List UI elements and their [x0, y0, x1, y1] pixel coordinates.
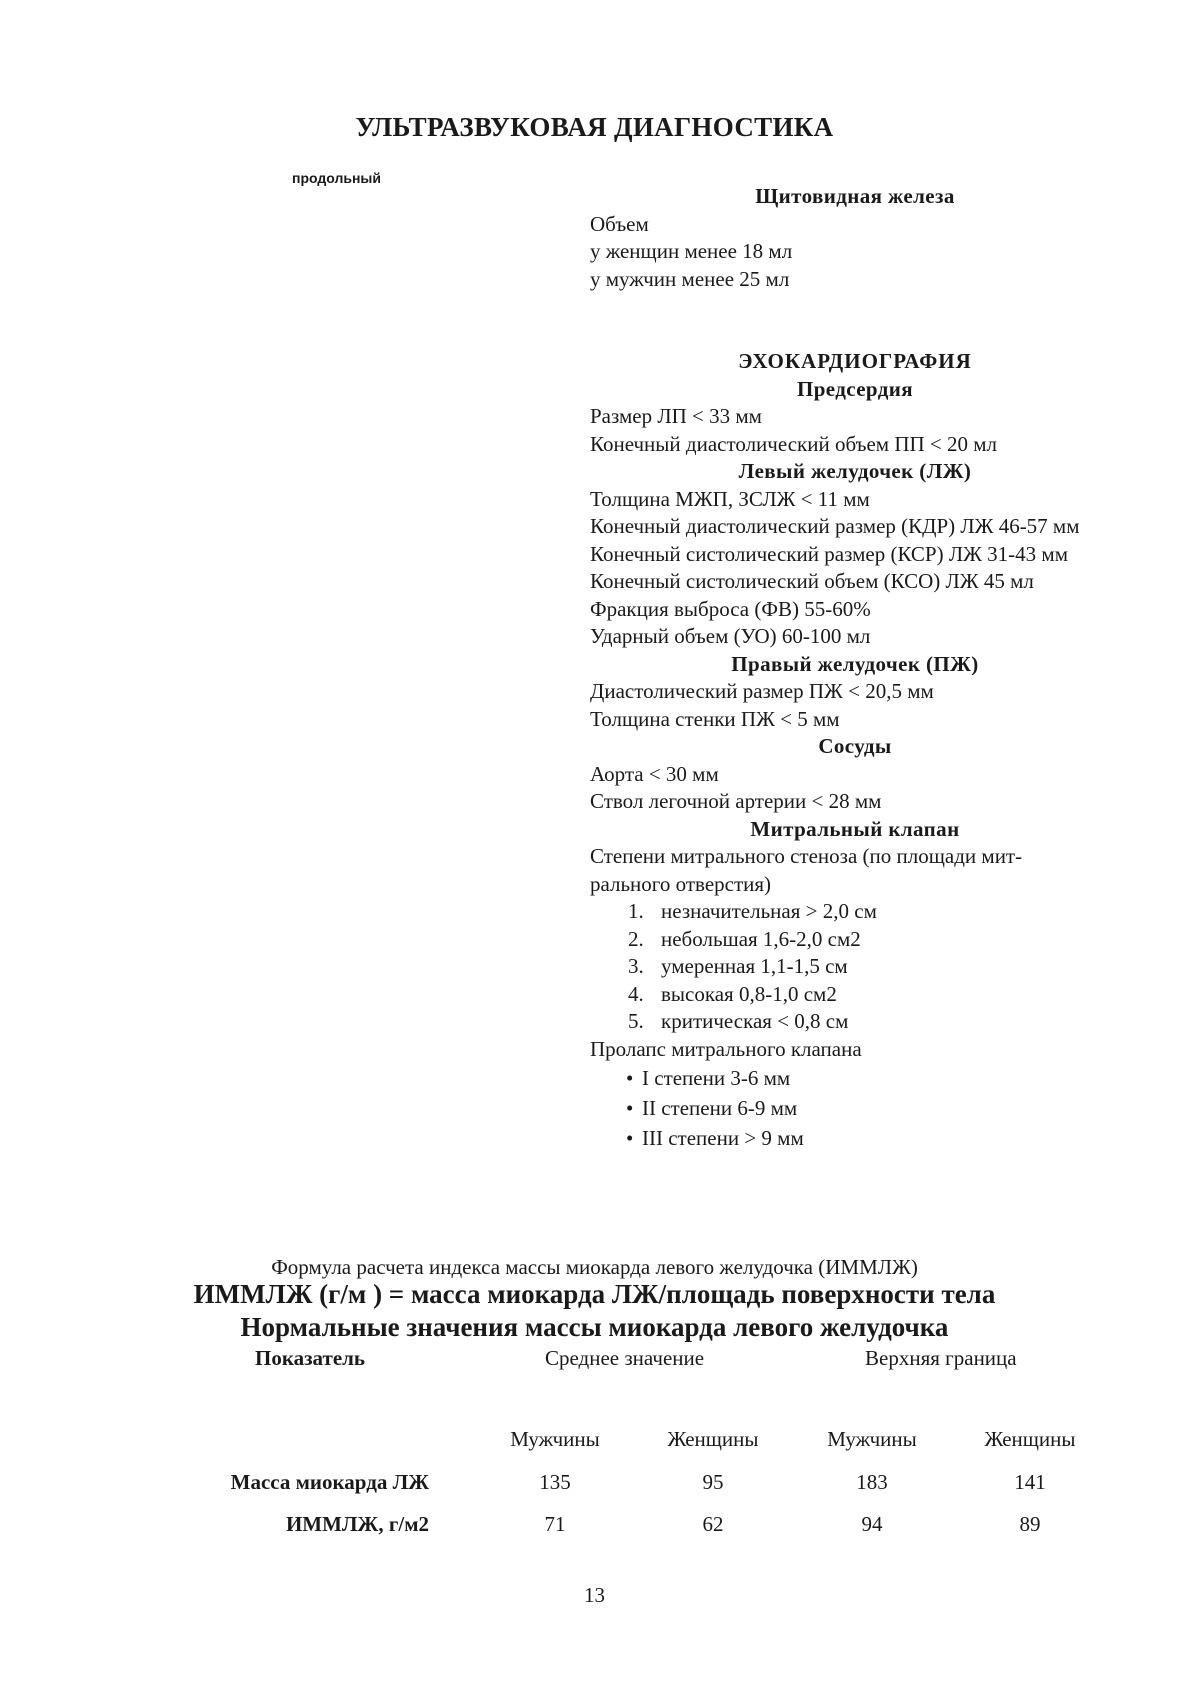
- table-cell: 94: [861, 1512, 883, 1536]
- list-item: [590, 1093, 1120, 1123]
- formula-equation: ИММЛЖ (г/м ) = масса миокарда ЛЖ/площадь поверхности тела: [193, 1279, 996, 1309]
- table-subheader: Мужчины: [510, 1427, 600, 1451]
- list-text: критическая < 0,8 см: [661, 1009, 849, 1033]
- table-header-mean: Среднее значение: [545, 1346, 705, 1370]
- lv-line: Толщина МЖП, ЗСЛЖ < 11 мм: [590, 486, 870, 511]
- bullet-icon: •: [626, 1066, 634, 1090]
- vessels-heading: Сосуды: [818, 734, 892, 758]
- thyroid-section: [590, 183, 1120, 293]
- table-row-label: ИММЛЖ, г/м2: [285, 1512, 429, 1536]
- formula-caption: Формула расчета индекса массы миокарда левого желудочка (ИММЛЖ): [271, 1255, 918, 1279]
- table-subheader: Мужчины: [827, 1427, 917, 1451]
- stenosis-intro: Степени митрального стеноза (по площади мит-ральнοго отверстия): [590, 844, 1023, 896]
- echo-heading: ЭХОКАРДИОГРАФИЯ: [738, 349, 972, 373]
- lv-line: Конечный диастолический размер (КДР) ЛЖ 46-57 мм: [590, 514, 1080, 538]
- atria-line: Размер ЛП < 33 мм: [590, 404, 762, 428]
- table-header-upper: Верхняя граница: [865, 1346, 1017, 1370]
- vessels-line: Ствол легочной артерии < 28 мм: [590, 789, 882, 813]
- table-row-label: Масса миокарда ЛЖ: [230, 1470, 429, 1494]
- thyroid-line: Объем: [590, 211, 649, 236]
- stenosis-list: [590, 898, 1120, 1036]
- list-item: 4. высокая 0,8-1,0 см2: [628, 981, 837, 1006]
- table-cell: 183: [856, 1470, 888, 1494]
- table-cell: 141: [1014, 1470, 1046, 1494]
- rv-line: Толщина стенки ПЖ < 5 мм: [590, 706, 840, 731]
- table-header-indicator: Показатель: [255, 1346, 366, 1370]
- bullet-icon: •: [626, 1126, 634, 1150]
- page-title: УЛЬТРАЗВУКОВАЯ ДИАГНОСТИКА: [355, 112, 834, 142]
- atria-line: Конечный диастолический объем ПП < 20 мл: [590, 431, 998, 456]
- list-item: 1. незначительная > 2,0 см: [628, 899, 877, 923]
- list-text: умеренная 1,1-1,5 см: [661, 954, 848, 978]
- lv-line: Фракция выброса (ФВ) 55-60%: [590, 596, 871, 621]
- page-number: 13: [584, 1583, 605, 1607]
- echo-section: [590, 348, 1120, 1153]
- list-text: II степени 6-9 мм: [642, 1096, 798, 1120]
- list-item: [590, 1123, 1120, 1153]
- thyroid-line: у мужчин менее 25 мл: [590, 266, 790, 291]
- table-title: Нормальные значения массы миокарда левого желудочка: [240, 1312, 949, 1342]
- prolapse-list: [590, 1063, 1120, 1153]
- table-cell: 71: [544, 1512, 566, 1536]
- atria-heading: Предсердия: [796, 376, 914, 401]
- list-item: 3. умеренная 1,1-1,5 см: [628, 954, 848, 978]
- lv-line: Ударный объем (УО) 60-100 мл: [590, 624, 871, 648]
- list-item: [590, 1063, 1120, 1093]
- table-cell: 95: [702, 1470, 724, 1494]
- list-item: 2. небольшая 1,6-2,0 см2: [628, 926, 861, 951]
- table-cell: 89: [1019, 1512, 1041, 1536]
- margin-label: продольный: [292, 170, 381, 186]
- rv-line: Диастолический размер ПЖ < 20,5 мм: [590, 679, 934, 703]
- list-text: III степени > 9 мм: [642, 1126, 804, 1150]
- thyroid-heading: Щитовидная железа: [755, 184, 955, 208]
- table-cell: 135: [539, 1470, 571, 1494]
- lv-line: Конечный систолический размер (КСР) ЛЖ 31-43 мм: [590, 541, 1068, 566]
- prolapse-intro: Пролапс митрального клапана: [590, 1036, 862, 1061]
- lv-line: Конечный систолический объем (КСО) ЛЖ 45 мл: [590, 569, 1034, 593]
- table-cell: 62: [702, 1512, 724, 1536]
- lv-heading: Левый желудочек (ЛЖ): [738, 459, 972, 483]
- vessels-line: Аорта < 30 мм: [590, 761, 719, 786]
- table-subheader: Женщины: [667, 1427, 759, 1451]
- bullet-icon: •: [626, 1096, 634, 1120]
- rv-heading: Правый желудочек (ПЖ): [731, 651, 979, 676]
- list-text: незначительная > 2,0 см: [661, 899, 877, 923]
- table-subheader: Женщины: [984, 1427, 1076, 1451]
- list-text: I степени 3-6 мм: [642, 1066, 791, 1090]
- thyroid-line: у женщин менее 18 мл: [590, 239, 793, 263]
- list-text: высокая 0,8-1,0 см2: [661, 981, 837, 1006]
- mitral-heading: Митральный клапан: [750, 816, 960, 841]
- list-item: 5. критическая < 0,8 см: [628, 1009, 849, 1033]
- list-text: небольшая 1,6-2,0 см2: [661, 926, 861, 951]
